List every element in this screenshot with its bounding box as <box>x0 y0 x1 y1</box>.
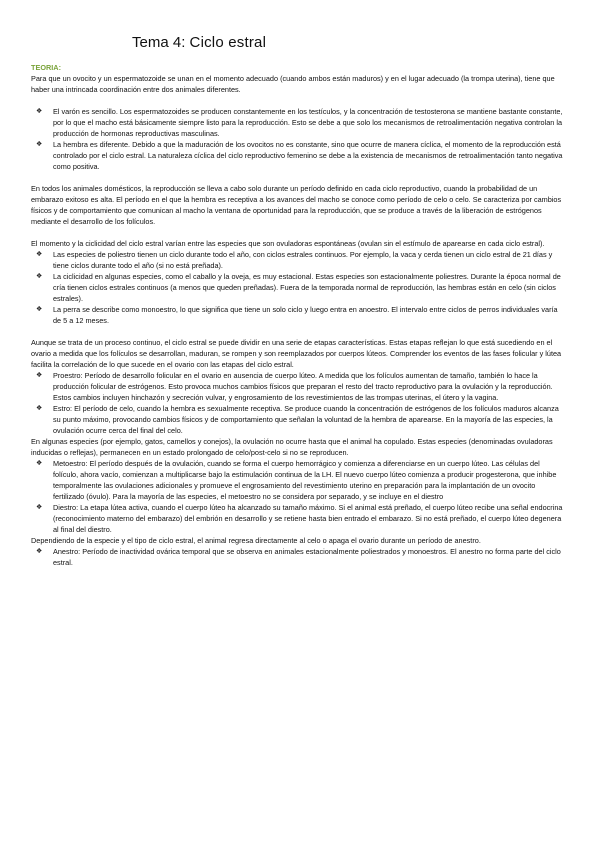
bullet-list-3 <box>31 370 565 436</box>
intro-paragraph: Para que un ovocito y un espermatozoide se unan en el momento adecuado (cuando ambos están maduros) y en el lugar adecuado (la trompa uterina), tiene que haber una intrincada coordinación entre dos animales diferentes. <box>31 74 555 94</box>
title-prefix: Tema 4: <box>132 34 186 51</box>
list-item: ❖ Estro: El período de celo, cuando la hembra es sexualmente receptiva. Se produce cuando la concentración de estrógenos de los folículos maduros alcanza su punto máximo, provocando cambios físicos y de comportamiento que señalan la voluntad de la hembra de aparearse. En la mayoría de las especies, la ovulación ocurre cerca del final del celo. <box>36 404 559 435</box>
bullet-diamond-icon: ❖ <box>36 548 43 555</box>
section-label: TEORIA: <box>31 63 61 72</box>
bullet-diamond-icon: ❖ <box>36 251 43 258</box>
bullet-list-4 <box>31 458 565 535</box>
bullet-diamond-icon: ❖ <box>36 108 43 115</box>
bullet-diamond-icon: ❖ <box>36 141 43 148</box>
bullet-list-2 <box>31 249 565 326</box>
list-item: ❖ Metoestro: El período después de la ovulación, cuando se forma el cuerpo hemorrágico y comienza a diferenciarse en un cuerpo lúteo. Las células del folículo, ahora vacío, comienzan a multiplicarse bajo la estimulación continua de la LH. El nuevo cuerpo lúteo comienza a producir progesterona, que inhibe temporalmente las ovulaciones adicionales y promueve el engrosamiento del revestimiento uterino en preparación para la implantación de un ovocito fertilizado (óvulo). Para la mayoría de las especies, el metoestro no se considera por separado, y se incluye en el diestro <box>36 459 557 501</box>
page-title <box>132 34 565 52</box>
paragraph-3: El momento y la ciclicidad del ciclo estral varían entre las especies que son ovuladoras espontáneas (ovulan sin el estímulo de aparearse en cada ciclo estral). <box>31 239 545 248</box>
bullet-diamond-icon: ❖ <box>36 372 43 379</box>
paragraph-6: Dependiendo de la especie y el tipo de ciclo estral, el animal regresa directamente al celo o apaga el ovario durante un período de anestro. <box>31 536 481 545</box>
bullet-diamond-icon: ❖ <box>36 460 43 467</box>
title-main: Ciclo estral <box>189 34 267 51</box>
bullet-list-5 <box>31 546 565 568</box>
bullet-diamond-icon: ❖ <box>36 504 43 511</box>
list-item: ❖ Anestro: Período de inactividad ovárica temporal que se observa en animales estacionalmente poliestrados y monoestros. El anestro no forma parte del ciclo estral. <box>36 547 561 567</box>
list-item: ❖ La ciclicidad en algunas especies, como el caballo y la oveja, es muy estacional. Estas especies son estacionalmente poliestres. Durante la época normal de cría tienen ciclos estrales continuos (a menos que queden preñadas). Fuera de la temporada normal de reproducción, las hembras están en celo (sin ciclos estrales). <box>36 272 561 303</box>
paragraph-2: En todos los animales domésticos, la reproducción se lleva a cabo solo durante un período definido en cada ciclo reproductivo, cuando la probabilidad de un embarazo exitoso es alta. El período en el que la hembra es receptiva a los avances del macho se conoce como período de celo o celo. Se caracteriza por cambios físicos y de comportamiento que comunican al macho la ventana de oportunidad para la reproducción, que se produce a través de la liberación de estrógenos mediante el desarrollo de los folículos. <box>31 184 562 226</box>
list-item: ❖ Diestro: La etapa lútea activa, cuando el cuerpo lúteo ha alcanzado su tamaño máximo. Si el animal está preñado, el cuerpo lúteo recibe una señal endocrina (reconocimiento materno del embarazo) del embrión en desarrollo y se retiene hasta bien entrado el embarazo. Si no está preñado, el cuerpo lúteo degenera al final del diestro. <box>36 503 563 534</box>
paragraph-4: Aunque se trata de un proceso continuo, el ciclo estral se puede dividir en una serie de etapas características. Estas etapas reflejan lo que está sucediendo en el ovario a medida que los folículos se desarrollan, maduran, se rompen y son reemplazados por cuerpos lúteos. Comprender los eventos de las fases folicular y lútea facilita la correlación de lo que sucede en el ovario con las etapas del ciclo estral. <box>31 338 562 369</box>
list-item: ❖ La perra se describe como monoestro, lo que significa que tiene un solo ciclo y luego entra en anoestro. El intervalo entre ciclos de perros individuales varía de 5 a 12 meses. <box>36 305 558 325</box>
bullet-diamond-icon: ❖ <box>36 306 43 313</box>
list-item: ❖ El varón es sencillo. Los espermatozoides se producen constantemente en los testículos, y la concentración de testosterona se mantiene bastante constante, por lo que el macho está básicamente siempre listo para la reproducción. Esto se debe a que solo los mecanismos de retroalimentación negativa controlan la producción de hormonas reproductivas masculinas. <box>36 107 563 138</box>
paragraph-5: En algunas especies (por ejemplo, gatos, camellos y conejos), la ovulación no ocurre hasta que el animal ha copulado. Estas especies (denominadas ovuladoras inducidas o reflejas), permanecen en un estado prolongado de celo/post-celo si no se reproducen. <box>31 437 553 457</box>
bullet-list-1 <box>31 106 565 172</box>
list-item: ❖ Proestro: Período de desarrollo folicular en el ovario en ausencia de cuerpo lúteo. A medida que los folículos aumentan de tamaño, también lo hace la producción folicular de estrógenos. Esto provoca muchos cambios físicos que preparan el resto del tracto reproductivo para la ovulación y la reproducción. Estos cambios incluyen hinchazón y secreción vulvar, y engrosamiento de los revestimientos de las trompas uterinas, el útero y la vagina. <box>36 371 553 402</box>
bullet-diamond-icon: ❖ <box>36 273 43 280</box>
bullet-diamond-icon: ❖ <box>36 405 43 412</box>
list-item: ❖ Las especies de poliestro tienen un ciclo durante todo el año, con ciclos estrales continuos. Por ejemplo, la vaca y cerda tienen un ciclo estral de 21 días y tiene ciclos durante todo el año (si no está preñada). <box>36 250 553 270</box>
list-item: ❖ La hembra es diferente. Debido a que la maduración de los ovocitos no es constante, sino que ocurre de manera cíclica, el momento de la reproducción está controlado por el ciclo estral. La naturaleza cíclica del ciclo reproductivo femenino se debe a la existencia de mecanismos de retroalimentación tanto negativa como positiva. <box>36 140 563 171</box>
